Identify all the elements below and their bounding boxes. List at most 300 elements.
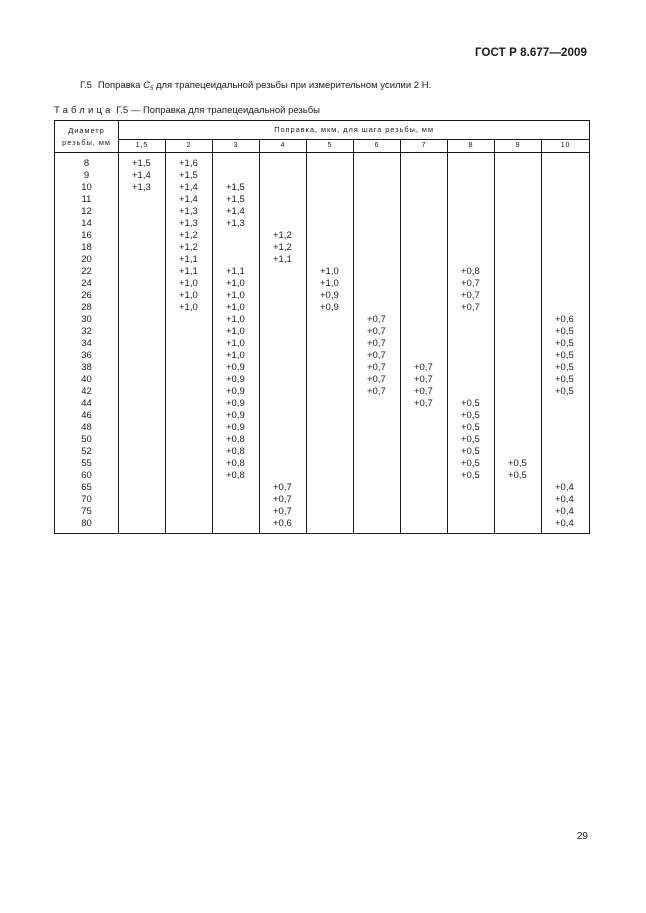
- correction-cell: +0,7: [401, 398, 448, 410]
- correction-cell: [354, 470, 401, 482]
- correction-cell: [354, 254, 401, 266]
- correction-cell: [166, 494, 213, 506]
- correction-cell: [260, 374, 307, 386]
- correction-cell: [448, 494, 495, 506]
- correction-cell: [401, 218, 448, 230]
- correction-cell: [260, 386, 307, 398]
- correction-cell: +0,8: [448, 266, 495, 278]
- table-row: [55, 278, 590, 290]
- correction-cell: [307, 518, 354, 534]
- correction-cell: [542, 458, 590, 470]
- correction-cell: [495, 398, 542, 410]
- diameter-cell: 10: [55, 182, 119, 194]
- correction-table: [54, 120, 590, 534]
- correction-cell: [401, 422, 448, 434]
- correction-cell: [166, 338, 213, 350]
- table-row: [55, 182, 590, 194]
- correction-cell: [542, 434, 590, 446]
- correction-cell: +0,7: [448, 302, 495, 314]
- correction-cell: +1,2: [166, 242, 213, 254]
- correction-cell: [401, 350, 448, 362]
- correction-cell: [354, 218, 401, 230]
- correction-cell: [495, 230, 542, 242]
- correction-cell: [166, 398, 213, 410]
- correction-cell: [213, 170, 260, 182]
- correction-cell: [354, 153, 401, 171]
- correction-cell: [495, 506, 542, 518]
- correction-cell: [119, 206, 166, 218]
- correction-cell: [495, 182, 542, 194]
- table-row: [55, 170, 590, 182]
- correction-cell: [166, 470, 213, 482]
- correction-cell: [448, 362, 495, 374]
- diameter-cell: 50: [55, 434, 119, 446]
- correction-cell: [495, 153, 542, 171]
- correction-cell: [307, 326, 354, 338]
- correction-cell: [542, 170, 590, 182]
- correction-cell: [307, 153, 354, 171]
- correction-cell: +0,4: [542, 494, 590, 506]
- correction-cell: [401, 194, 448, 206]
- correction-cell: [542, 266, 590, 278]
- correction-cell: [354, 446, 401, 458]
- diameter-cell: 26: [55, 290, 119, 302]
- correction-cell: +1,0: [213, 302, 260, 314]
- correction-cell: [119, 302, 166, 314]
- correction-cell: +0,7: [260, 482, 307, 494]
- correction-cell: [401, 506, 448, 518]
- correction-cell: [448, 170, 495, 182]
- correction-cell: +1,0: [213, 290, 260, 302]
- correction-cell: [260, 362, 307, 374]
- correction-cell: [166, 362, 213, 374]
- diameter-cell: 16: [55, 230, 119, 242]
- table-row: [55, 446, 590, 458]
- correction-cell: [307, 434, 354, 446]
- correction-cell: [307, 374, 354, 386]
- correction-cell: [307, 494, 354, 506]
- table-body: [55, 153, 590, 534]
- correction-cell: +0,7: [354, 350, 401, 362]
- diameter-cell: 46: [55, 410, 119, 422]
- correction-cell: +0,7: [354, 338, 401, 350]
- correction-cell: +0,5: [448, 410, 495, 422]
- correction-cell: [495, 326, 542, 338]
- correction-cell: [260, 290, 307, 302]
- correction-cell: [260, 278, 307, 290]
- correction-cell: [542, 446, 590, 458]
- correction-cell: +0,5: [542, 338, 590, 350]
- correction-cell: [354, 506, 401, 518]
- correction-cell: +0,5: [448, 470, 495, 482]
- correction-cell: [542, 230, 590, 242]
- correction-cell: [307, 386, 354, 398]
- correction-cell: [260, 153, 307, 171]
- diameter-cell: 9: [55, 170, 119, 182]
- table-row: [55, 242, 590, 254]
- correction-cell: [166, 482, 213, 494]
- correction-cell: +1,2: [166, 230, 213, 242]
- section-number: Г.5: [80, 80, 92, 91]
- correction-cell: [495, 434, 542, 446]
- document-code: ГОСТ Р 8.677—2009: [475, 47, 587, 59]
- correction-cell: [495, 482, 542, 494]
- correction-cell: [260, 206, 307, 218]
- correction-cell: [213, 518, 260, 534]
- correction-cell: +1,4: [119, 170, 166, 182]
- correction-cell: [542, 410, 590, 422]
- correction-cell: +0,7: [401, 386, 448, 398]
- correction-cell: [119, 278, 166, 290]
- correction-cell: [119, 326, 166, 338]
- correction-cell: [119, 266, 166, 278]
- correction-cell: [354, 422, 401, 434]
- correction-cell: [354, 290, 401, 302]
- correction-cell: +0,8: [213, 434, 260, 446]
- correction-cell: [542, 206, 590, 218]
- correction-cell: +1,3: [119, 182, 166, 194]
- correction-cell: [260, 182, 307, 194]
- header-step: 1,5: [119, 139, 166, 152]
- table-caption-word: Таблица: [54, 105, 114, 116]
- diameter-cell: 20: [55, 254, 119, 266]
- correction-cell: [401, 434, 448, 446]
- correction-cell: +0,7: [401, 374, 448, 386]
- correction-cell: [401, 290, 448, 302]
- correction-cell: +0,8: [213, 446, 260, 458]
- correction-cell: +0,6: [260, 518, 307, 534]
- table-caption-text: Г.5 — Поправка для трапецеидальной резьбы: [116, 105, 321, 116]
- correction-cell: [307, 242, 354, 254]
- correction-cell: +1,1: [166, 266, 213, 278]
- correction-cell: [354, 182, 401, 194]
- header-step: 3: [213, 139, 260, 152]
- correction-cell: [307, 230, 354, 242]
- correction-cell: [260, 266, 307, 278]
- table-row: [55, 434, 590, 446]
- correction-cell: +1,0: [307, 278, 354, 290]
- correction-cell: [166, 422, 213, 434]
- correction-cell: [354, 518, 401, 534]
- correction-cell: [542, 290, 590, 302]
- correction-cell: [495, 302, 542, 314]
- correction-cell: [542, 470, 590, 482]
- diameter-cell: 52: [55, 446, 119, 458]
- correction-cell: +0,4: [542, 482, 590, 494]
- correction-cell: [119, 518, 166, 534]
- diameter-cell: 80: [55, 518, 119, 534]
- header-diameter: Диаметр резьбы, мм: [55, 121, 119, 153]
- correction-cell: +1,0: [166, 302, 213, 314]
- correction-cell: [260, 170, 307, 182]
- diameter-cell: 70: [55, 494, 119, 506]
- table-row: [55, 398, 590, 410]
- table-row: [55, 350, 590, 362]
- diameter-cell: 40: [55, 374, 119, 386]
- table-row: [55, 410, 590, 422]
- correction-cell: [307, 194, 354, 206]
- correction-cell: +1,5: [166, 170, 213, 182]
- correction-cell: +0,5: [495, 458, 542, 470]
- correction-cell: [260, 218, 307, 230]
- correction-cell: [166, 518, 213, 534]
- correction-cell: [495, 410, 542, 422]
- correction-cell: +1,1: [166, 254, 213, 266]
- correction-cell: [119, 362, 166, 374]
- correction-cell: [448, 153, 495, 171]
- correction-cell: [542, 254, 590, 266]
- table-row: [55, 254, 590, 266]
- correction-cell: [166, 410, 213, 422]
- correction-cell: +0,7: [354, 362, 401, 374]
- correction-cell: +0,9: [213, 386, 260, 398]
- correction-cell: [260, 338, 307, 350]
- correction-cell: [119, 194, 166, 206]
- header-step: 5: [307, 139, 354, 152]
- diameter-cell: 34: [55, 338, 119, 350]
- diameter-cell: 75: [55, 506, 119, 518]
- correction-cell: [401, 302, 448, 314]
- correction-cell: [260, 458, 307, 470]
- correction-cell: [354, 242, 401, 254]
- correction-cell: [542, 398, 590, 410]
- table-row: [55, 314, 590, 326]
- correction-cell: [307, 170, 354, 182]
- correction-cell: [119, 290, 166, 302]
- diameter-cell: 60: [55, 470, 119, 482]
- section-text-before: Поправка: [97, 80, 141, 91]
- table-row: [55, 386, 590, 398]
- correction-cell: [307, 506, 354, 518]
- correction-cell: +1,5: [213, 182, 260, 194]
- correction-cell: [307, 350, 354, 362]
- correction-cell: +0,5: [495, 470, 542, 482]
- table-row: [55, 494, 590, 506]
- diameter-cell: 18: [55, 242, 119, 254]
- correction-cell: [307, 410, 354, 422]
- correction-cell: [307, 182, 354, 194]
- correction-cell: +0,7: [354, 386, 401, 398]
- correction-cell: [119, 470, 166, 482]
- correction-cell: [119, 446, 166, 458]
- correction-cell: [495, 494, 542, 506]
- correction-cell: +0,5: [542, 374, 590, 386]
- table-row: [55, 290, 590, 302]
- correction-cell: +0,9: [213, 410, 260, 422]
- correction-cell: +0,5: [542, 362, 590, 374]
- correction-cell: [260, 470, 307, 482]
- correction-cell: [401, 446, 448, 458]
- correction-cell: +1,0: [307, 266, 354, 278]
- correction-cell: [354, 410, 401, 422]
- table-row: [55, 374, 590, 386]
- correction-cell: [401, 494, 448, 506]
- diameter-cell: 8: [55, 153, 119, 171]
- table-row: [55, 470, 590, 482]
- correction-cell: [119, 494, 166, 506]
- correction-cell: [166, 374, 213, 386]
- table-row: [55, 326, 590, 338]
- correction-cell: [542, 278, 590, 290]
- correction-cell: [119, 398, 166, 410]
- correction-cell: [166, 506, 213, 518]
- correction-cell: +0,7: [448, 278, 495, 290]
- correction-cell: +0,5: [542, 350, 590, 362]
- correction-cell: [448, 182, 495, 194]
- correction-cell: [354, 278, 401, 290]
- correction-cell: [401, 242, 448, 254]
- correction-cell: +0,9: [213, 422, 260, 434]
- correction-cell: +0,7: [354, 374, 401, 386]
- correction-cell: +0,7: [260, 494, 307, 506]
- correction-cell: [354, 230, 401, 242]
- correction-cell: [495, 278, 542, 290]
- correction-cell: [307, 422, 354, 434]
- correction-cell: [495, 194, 542, 206]
- header-step: 7: [401, 139, 448, 152]
- correction-cell: [119, 434, 166, 446]
- correction-cell: [213, 153, 260, 171]
- correction-cell: [119, 458, 166, 470]
- correction-cell: [260, 410, 307, 422]
- correction-cell: [495, 518, 542, 534]
- correction-cell: [260, 314, 307, 326]
- correction-cell: +0,5: [448, 434, 495, 446]
- diameter-cell: 36: [55, 350, 119, 362]
- correction-cell: [495, 338, 542, 350]
- correction-cell: [401, 326, 448, 338]
- correction-cell: [448, 482, 495, 494]
- diameter-cell: 24: [55, 278, 119, 290]
- correction-cell: +0,4: [542, 506, 590, 518]
- header-step: 9: [495, 139, 542, 152]
- correction-cell: [401, 182, 448, 194]
- table-row: [55, 362, 590, 374]
- correction-cell: [542, 218, 590, 230]
- table-header: [55, 121, 590, 153]
- correction-cell: [401, 518, 448, 534]
- correction-cell: +1,6: [166, 153, 213, 171]
- correction-cell: [495, 206, 542, 218]
- correction-cell: [307, 218, 354, 230]
- diameter-cell: 14: [55, 218, 119, 230]
- correction-cell: [401, 170, 448, 182]
- correction-cell: +0,7: [354, 326, 401, 338]
- correction-cell: [495, 290, 542, 302]
- correction-cell: [307, 470, 354, 482]
- correction-cell: +0,9: [213, 398, 260, 410]
- correction-cell: +0,4: [542, 518, 590, 534]
- correction-cell: [166, 458, 213, 470]
- correction-cell: [448, 374, 495, 386]
- correction-symbol: $C_5$: [143, 80, 154, 92]
- correction-cell: [213, 494, 260, 506]
- correction-cell: [213, 242, 260, 254]
- correction-cell: [448, 194, 495, 206]
- correction-cell: [448, 254, 495, 266]
- table-row: [55, 230, 590, 242]
- correction-cell: +1,1: [260, 254, 307, 266]
- correction-cell: [213, 506, 260, 518]
- correction-cell: [307, 206, 354, 218]
- correction-cell: +1,0: [166, 290, 213, 302]
- correction-cell: +1,3: [166, 206, 213, 218]
- correction-cell: [307, 446, 354, 458]
- correction-cell: [213, 230, 260, 242]
- correction-cell: +0,5: [448, 458, 495, 470]
- table-row: [55, 153, 590, 171]
- correction-cell: [401, 278, 448, 290]
- correction-cell: +1,3: [213, 218, 260, 230]
- correction-cell: [542, 302, 590, 314]
- correction-cell: [307, 398, 354, 410]
- correction-cell: [119, 242, 166, 254]
- correction-cell: [119, 230, 166, 242]
- correction-cell: [166, 446, 213, 458]
- correction-cell: [213, 482, 260, 494]
- diameter-cell: 42: [55, 386, 119, 398]
- table-row: [55, 266, 590, 278]
- correction-cell: [166, 326, 213, 338]
- diameter-cell: 44: [55, 398, 119, 410]
- correction-cell: +0,7: [260, 506, 307, 518]
- header-step: 4: [260, 139, 307, 152]
- diameter-cell: 38: [55, 362, 119, 374]
- diameter-cell: 48: [55, 422, 119, 434]
- table-row: [55, 218, 590, 230]
- correction-cell: +0,5: [448, 398, 495, 410]
- table-row: [55, 518, 590, 534]
- correction-cell: [448, 242, 495, 254]
- diameter-cell: 65: [55, 482, 119, 494]
- correction-cell: +1,0: [213, 314, 260, 326]
- correction-cell: [354, 398, 401, 410]
- correction-cell: [119, 218, 166, 230]
- correction-cell: +0,5: [542, 386, 590, 398]
- diameter-cell: 11: [55, 194, 119, 206]
- correction-cell: [307, 338, 354, 350]
- correction-cell: +1,4: [166, 182, 213, 194]
- correction-cell: [166, 434, 213, 446]
- correction-cell: [401, 410, 448, 422]
- correction-cell: +1,0: [213, 326, 260, 338]
- diameter-cell: 22: [55, 266, 119, 278]
- correction-cell: [307, 482, 354, 494]
- correction-cell: [448, 518, 495, 534]
- correction-cell: [495, 266, 542, 278]
- table-row: [55, 194, 590, 206]
- correction-cell: [495, 386, 542, 398]
- correction-cell: [542, 153, 590, 171]
- correction-cell: [119, 482, 166, 494]
- correction-cell: [495, 254, 542, 266]
- table-row: [55, 206, 590, 218]
- diameter-cell: 28: [55, 302, 119, 314]
- correction-cell: [260, 398, 307, 410]
- correction-cell: [119, 374, 166, 386]
- correction-cell: [166, 314, 213, 326]
- header-steps-row: [55, 139, 590, 152]
- correction-cell: [401, 482, 448, 494]
- correction-cell: [166, 350, 213, 362]
- table-caption: [54, 105, 320, 116]
- correction-cell: +0,8: [213, 470, 260, 482]
- table-row: [55, 506, 590, 518]
- correction-cell: [401, 153, 448, 171]
- correction-cell: [119, 506, 166, 518]
- correction-cell: [495, 242, 542, 254]
- correction-cell: [495, 446, 542, 458]
